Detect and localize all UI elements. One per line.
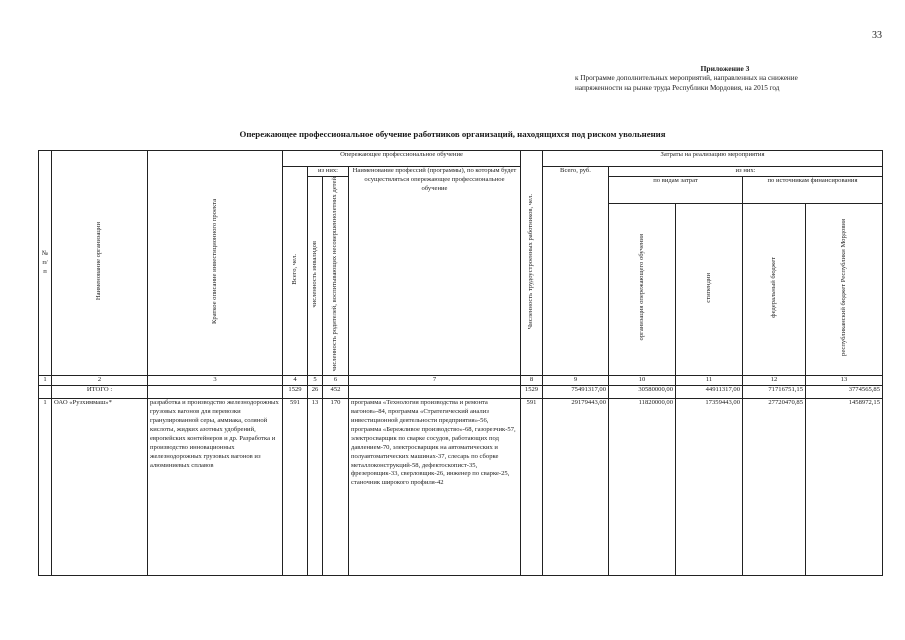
appendix-note (575, 64, 875, 93)
header-by-type: по видам затрат (609, 176, 743, 203)
header-total-rub: Всего, руб. (543, 167, 609, 376)
total-federal: 71716751,15 (743, 386, 806, 399)
row-republic: 1458972,15 (806, 399, 883, 576)
header-stipends-label: стипендии (704, 272, 712, 303)
column-number: 4 (283, 376, 308, 386)
total-rub: 75491317,00 (543, 386, 609, 399)
total-disabled: 26 (308, 386, 323, 399)
total-stipends: 44911317,00 (676, 386, 743, 399)
row-org: ОАО «Рузхиммаш»* (52, 399, 148, 576)
total-empty-cell (349, 386, 521, 399)
document-title: Опережающее профессиональное обучение работников организаций, находящихся под риском увольнения (239, 129, 666, 139)
header-parents-label: численность родителей, воспитывающих несовершеннолетних детей (331, 176, 339, 372)
column-number: 1 (39, 376, 52, 386)
column-number-row (39, 376, 883, 386)
total-row (39, 386, 883, 399)
header-total-people (283, 167, 308, 376)
header-employed-label: Численность трудоустроенных работников, чел. (527, 193, 535, 329)
header-total-people-label: Всего, чел. (290, 253, 298, 285)
column-number: 5 (308, 376, 323, 386)
appendix-line-1: к Программе дополнительных мероприятий, направленных на снижение (575, 74, 798, 83)
table-row (39, 399, 883, 576)
row-employed: 591 (521, 399, 543, 576)
training-table (38, 150, 883, 576)
total-org-training: 30580000,00 (609, 386, 676, 399)
column-number: 11 (676, 376, 743, 386)
row-federal: 27720470,85 (743, 399, 806, 576)
total-label: ИТОГО : (52, 386, 148, 399)
header-disabled (308, 176, 323, 375)
header-stipends (676, 203, 743, 376)
header-project (148, 151, 283, 376)
page-number: 33 (872, 30, 882, 41)
row-num: 1 (39, 399, 52, 576)
header-of-them: из них: (308, 167, 349, 177)
header-disabled-label: численность инвалидов (310, 240, 318, 308)
appendix-title: Приложение 3 (700, 64, 750, 73)
header-federal (743, 203, 806, 376)
header-training: Опережающее профессиональное обучение (283, 151, 521, 167)
column-number: 12 (743, 376, 806, 386)
header-org (52, 151, 148, 376)
header-parents (323, 176, 349, 375)
header-republic-label: республиканский бюджет Республики Мордовия (839, 219, 847, 356)
header-by-source: по источникам финансирования (743, 176, 883, 203)
row-stipends: 17359443,00 (676, 399, 743, 576)
row-project: разработка и производство железнодорожных грузовых вагонов для перевозки гранулированной серы, аммиака, соляной кислоты, жидких азотных удобрений, европейских контейнеров и др. Разработка и производство инновационных железнодорожных грузовых вагонов из алюминиевых сплавов (148, 399, 283, 576)
column-number: 8 (521, 376, 543, 386)
header-employed (521, 151, 543, 376)
header-num-label: № п/п (41, 249, 49, 275)
total-empty-cell (148, 386, 283, 399)
column-number: 9 (543, 376, 609, 386)
total-republic: 3774565,85 (806, 386, 883, 399)
column-number: 3 (148, 376, 283, 386)
header-project-label: Краткое описание инвестиционного проекта (210, 198, 218, 324)
row-people: 591 (283, 399, 308, 576)
row-total-rub: 29179443,00 (543, 399, 609, 576)
appendix-line-2: напряженности на рынке труда Республики Мордовия, на 2015 год (575, 83, 780, 92)
total-empty-cell (39, 386, 52, 399)
total-employed: 1529 (521, 386, 543, 399)
header-org-training (609, 203, 676, 376)
header-org-training-label: организация опережающего обучения (637, 234, 645, 341)
row-professions: программа «Технология производства и ремонта вагонов»-84, программа «Стратегический анализ инвестиционной деятельности предприятия»-56, программа «Бережливое производство»-68, газорезчик-57, электросварщик по сварке сосудов, работающих под давлением-70, электросварщик на автоматических и полуавтоматических машинах-37, слесарь по сборке металлоконструкций-58, дефектоскопист-35, фрезеровщик-33, сверловщик-26, инженер по сварке-25, станочник широкого профиля-42 (349, 399, 521, 576)
header-republic (806, 203, 883, 376)
row-org-training: 11820000,00 (609, 399, 676, 576)
column-number: 6 (323, 376, 349, 386)
header-federal-label: федеральный бюджет (769, 257, 777, 318)
header-of-them-costs: из них: (609, 167, 883, 177)
header-num (39, 151, 52, 376)
total-parents: 452 (323, 386, 349, 399)
column-number: 2 (52, 376, 148, 386)
header-costs: Затраты на реализацию мероприятия (543, 151, 883, 167)
total-people: 1529 (283, 386, 308, 399)
header-professions: Наименование профессий (программы), по которым будет осуществляться опережающее профессиональное обучение (349, 167, 521, 376)
column-number: 13 (806, 376, 883, 386)
row-parents: 170 (323, 399, 349, 576)
header-org-label: Наименование организации (95, 222, 103, 301)
column-number: 7 (349, 376, 521, 386)
row-disabled: 13 (308, 399, 323, 576)
column-number: 10 (609, 376, 676, 386)
